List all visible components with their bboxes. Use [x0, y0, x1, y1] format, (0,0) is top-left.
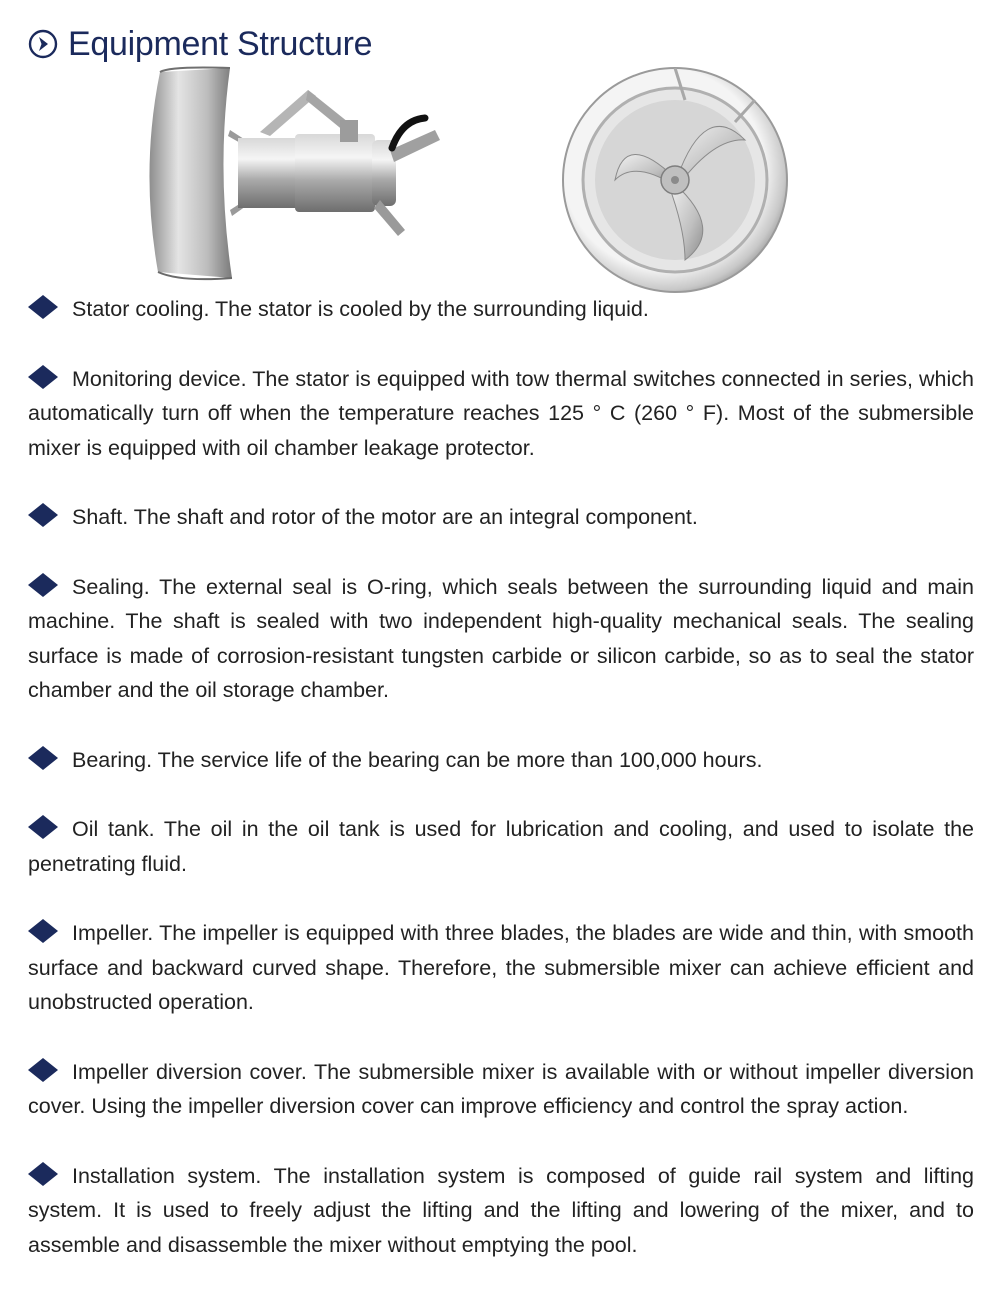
list-item: [28, 812, 974, 881]
list-item-text: Stator cooling. The stator is cooled by the surrounding liquid.: [72, 297, 649, 321]
list-item: [28, 1055, 974, 1124]
list-item-text: Bearing. The service life of the bearing can be more than 100,000 hours.: [72, 747, 763, 772]
diamond-bullet-icon: [28, 746, 58, 770]
list-item: [28, 570, 974, 708]
diamond-bullet-icon: [28, 919, 58, 943]
diamond-bullet-icon: [28, 1162, 58, 1186]
list-item-text: Sealing. The external seal is O-ring, which seals between the surrounding liquid and main machine. The shaft is sealed with two independent high-quality mechanical seals. The sealing surface is made of corrosion-resistant tungsten carbide or silicon carbide, so as to seal the stator chamber and the oil storage chamber.: [28, 574, 974, 702]
page-title: Equipment Structure: [68, 24, 373, 63]
list-item-text: Shaft. The shaft and rotor of the motor are an integral component.: [72, 505, 698, 529]
feature-list: [28, 292, 974, 1297]
list-item: [28, 500, 974, 535]
submersible-mixer-side-view-image: [130, 60, 460, 290]
list-item: [28, 743, 974, 778]
diamond-bullet-icon: [28, 295, 58, 319]
product-images: [0, 60, 1000, 300]
circle-chevron-right-icon: [28, 29, 58, 59]
list-item-text: Installation system. The installation system is composed of guide rail system and lifting system. It is used to freely adjust the lifting and the lifting and lowering of the mixer, and to assemble and disassemble the mixer without emptying the pool.: [28, 1163, 974, 1257]
diamond-bullet-icon: [28, 573, 58, 597]
list-item-text: Oil tank. The oil in the oil tank is used for lubrication and cooling, and used to isolate the penetrating fluid.: [28, 817, 974, 876]
list-item-text: Impeller diversion cover. The submersible mixer is available with or without impeller diversion cover. Using the impeller diversion cover can improve efficiency and control the spray action.: [28, 1059, 974, 1118]
submersible-mixer-impeller-front-view-image: [555, 60, 825, 300]
list-item-text: Impeller. The impeller is equipped with three blades, the blades are wide and thin, with smooth surface and backward curved shape. Therefore, the submersible mixer can achieve efficient and unobstructed operation.: [28, 921, 974, 1014]
diamond-bullet-icon: [28, 365, 58, 389]
diamond-bullet-icon: [28, 503, 58, 527]
list-item: [28, 1159, 974, 1263]
list-item: [28, 292, 974, 327]
list-item-text: Monitoring device. The stator is equipped with tow thermal switches connected in series, which automatically turn off when the temperature reaches 125 ° C (260 ° F). Most of the submersible mixer is equipped with oil chamber leakage protector.: [28, 366, 974, 460]
list-item: [28, 362, 974, 466]
list-item: [28, 916, 974, 1020]
diamond-bullet-icon: [28, 1058, 58, 1082]
diamond-bullet-icon: [28, 815, 58, 839]
